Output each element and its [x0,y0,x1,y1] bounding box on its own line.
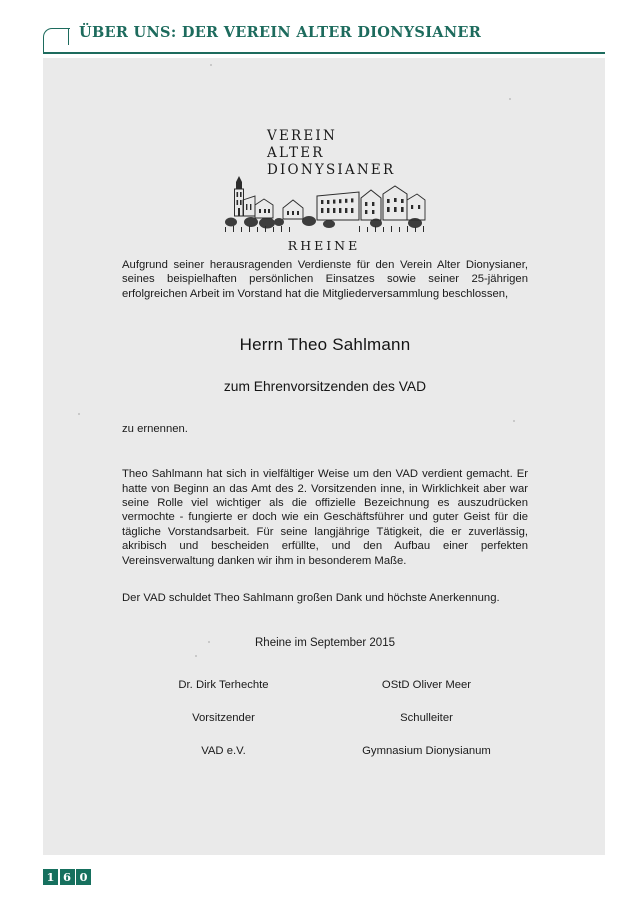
header-rule [43,52,605,54]
signature-right-role: Schulleiter [400,712,453,725]
signature-left-name: Dr. Dirk Terhechte [178,679,269,692]
intro-paragraph: Aufgrund seiner herausragenden Verdienste für den Verein Alter Dionysianer, seines beispielhaften persönlichen Einsatzes sowie seiner 25-jährigen erfolgreichen Arbeit im Vorstand hat die Mitgliederversammlung beschlossen, [122,259,528,300]
signature-left-organization: VAD e.V. [201,745,246,758]
town-skyline-icon [219,172,429,234]
logo-line-2: ALTER [267,145,325,161]
certificate-body [122,258,528,757]
signature-block [122,679,528,757]
place-and-date: Rheine im September 2015 [255,637,395,650]
header-bracket-tick-icon [68,28,69,45]
tribute-paragraph: Theo Sahlmann hat sich in vielfältiger Weise um den VAD verdient gemacht. Er hatte von Beginn an das Amt des 2. Vorsitzenden inne, in Wirklichkeit aber war seine Rolle viel wichtiger als die offizielle Bezeichnung es auszudrücken vermochte - fungierte er doch wie ein Geschäftsführer und guter Geist für die tägliche Vorstandsarbeit. Für seine langjährige Tätigkeit, die er zuverlässig, akribisch und bescheiden erfüllte, und den Aufbau einer perfekten Vereinsverwaltung danken wir ihm in besonderem Maße. [122,468,528,567]
appointment-line: zu ernennen. [122,423,188,436]
association-logo [43,128,605,258]
folio-digit-3: 0 [76,869,91,885]
page-title: ÜBER UNS: DER VEREIN ALTER DIONYSIANER [79,24,482,41]
header-bracket-icon [43,28,70,53]
logo-city-label: RHEINE [287,238,361,253]
honor-title: zum Ehrenvorsitzenden des VAD [223,379,427,395]
folio-digit-1: 1 [43,869,58,885]
signature-left [122,679,325,757]
honoree-name: Herrn Theo Sahlmann [239,335,411,355]
page-number-folio [43,869,91,885]
logo-line-1: VEREIN [267,128,337,144]
closing-paragraph: Der VAD schuldet Theo Sahlmann großen Dank und höchste Anerkennung. [122,592,500,605]
signature-right-name: OStD Oliver Meer [381,679,472,692]
signature-right-organization: Gymnasium Dionysianum [362,745,491,758]
signature-right [325,679,528,757]
page-running-header [43,24,605,54]
logo-line-3: DIONYSIANER [267,162,396,178]
scanned-page-panel [43,58,605,855]
folio-digit-2: 6 [60,869,75,885]
signature-left-role: Vorsitzender [192,712,255,725]
